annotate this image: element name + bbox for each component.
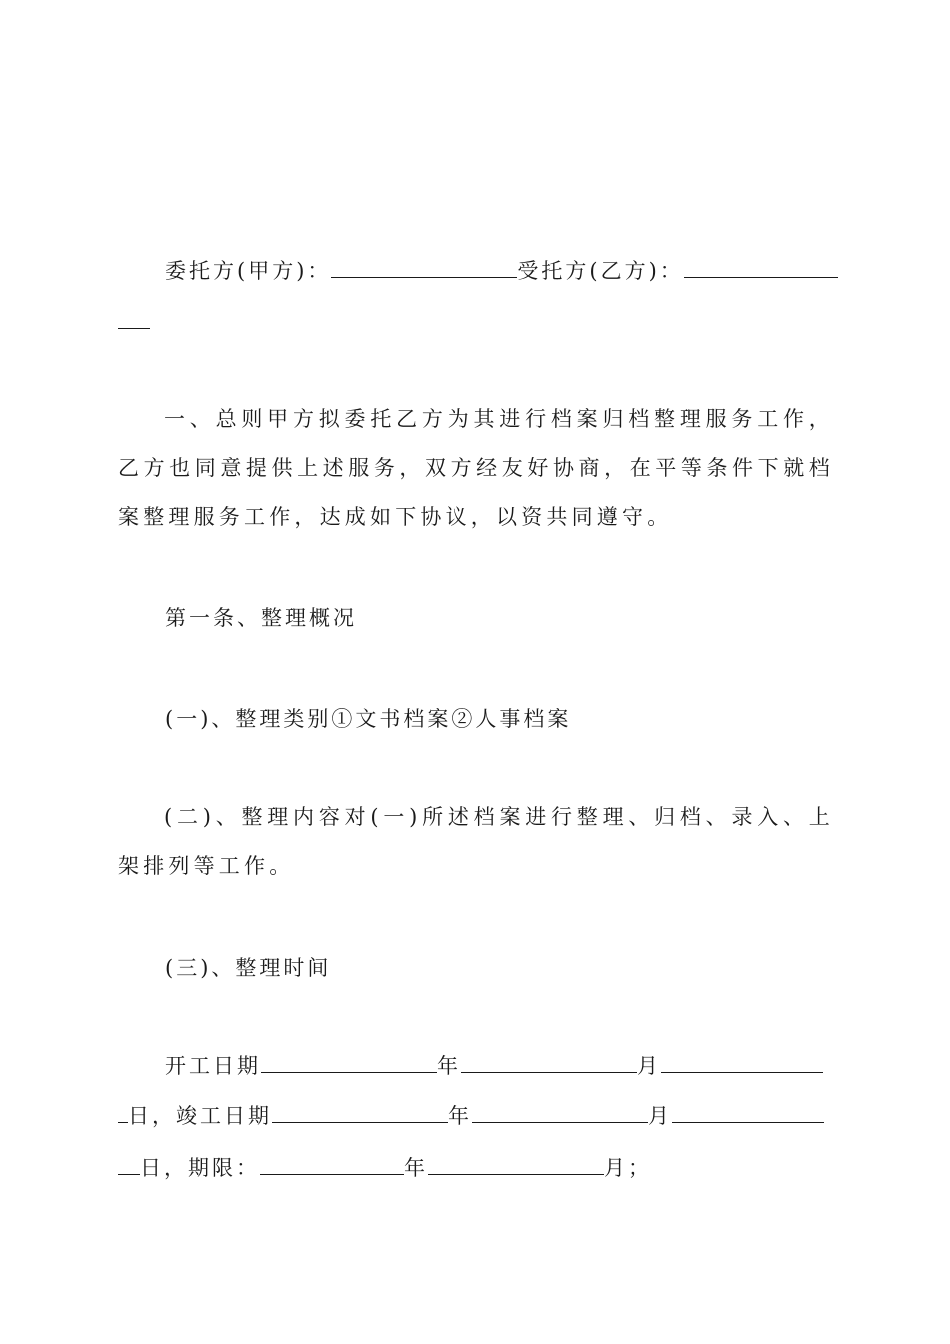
start-year-field[interactable]	[261, 1050, 437, 1073]
parties-line	[165, 255, 838, 286]
schedule-start-line	[165, 1050, 823, 1081]
year-label: 年	[404, 1156, 428, 1180]
month-end-label: 月；	[604, 1156, 652, 1180]
end-date-label: 日，竣工日期	[128, 1104, 272, 1128]
term-label: 日，期限：	[140, 1156, 260, 1180]
start-day-field-continued[interactable]	[118, 1100, 128, 1123]
item-1-category: (一)、整理类别①文书档案②人事档案	[165, 707, 572, 731]
client-label: 委托方(甲方)：	[165, 259, 332, 283]
contractor-name-field[interactable]	[684, 255, 838, 278]
year-label: 年	[437, 1054, 461, 1078]
end-day-field[interactable]	[672, 1100, 824, 1123]
item-2-content: (二)、整理内容对(一)所述档案进行整理、归档、录入、上架排列等工作。	[118, 805, 834, 878]
end-day-field-continued[interactable]	[118, 1152, 140, 1175]
start-day-field[interactable]	[661, 1050, 823, 1073]
start-date-label: 开工日期	[165, 1054, 261, 1078]
contractor-label: 受托方(乙方)：	[517, 259, 684, 283]
item-3-time: (三)、整理时间	[165, 956, 332, 980]
end-year-field[interactable]	[272, 1100, 448, 1123]
end-month-field[interactable]	[472, 1100, 648, 1123]
general-clause: 一、总则甲方拟委托乙方为其进行档案归档整理服务工作，乙方也同意提供上述服务，双方经友好协商，在平等条件下就档案整理服务工作，达成如下协议，以资共同遵守。	[118, 407, 834, 529]
month-label: 月	[648, 1104, 672, 1128]
article-1-heading: 第一条、整理概况	[165, 606, 357, 630]
start-month-field[interactable]	[461, 1050, 637, 1073]
term-year-field[interactable]	[260, 1152, 404, 1175]
term-month-field[interactable]	[428, 1152, 604, 1175]
year-label: 年	[448, 1104, 472, 1128]
month-label: 月	[637, 1054, 661, 1078]
contractor-name-field-continued[interactable]	[118, 306, 150, 337]
schedule-end-line	[118, 1100, 824, 1131]
schedule-term-line	[118, 1152, 652, 1183]
client-name-field[interactable]	[331, 255, 517, 278]
